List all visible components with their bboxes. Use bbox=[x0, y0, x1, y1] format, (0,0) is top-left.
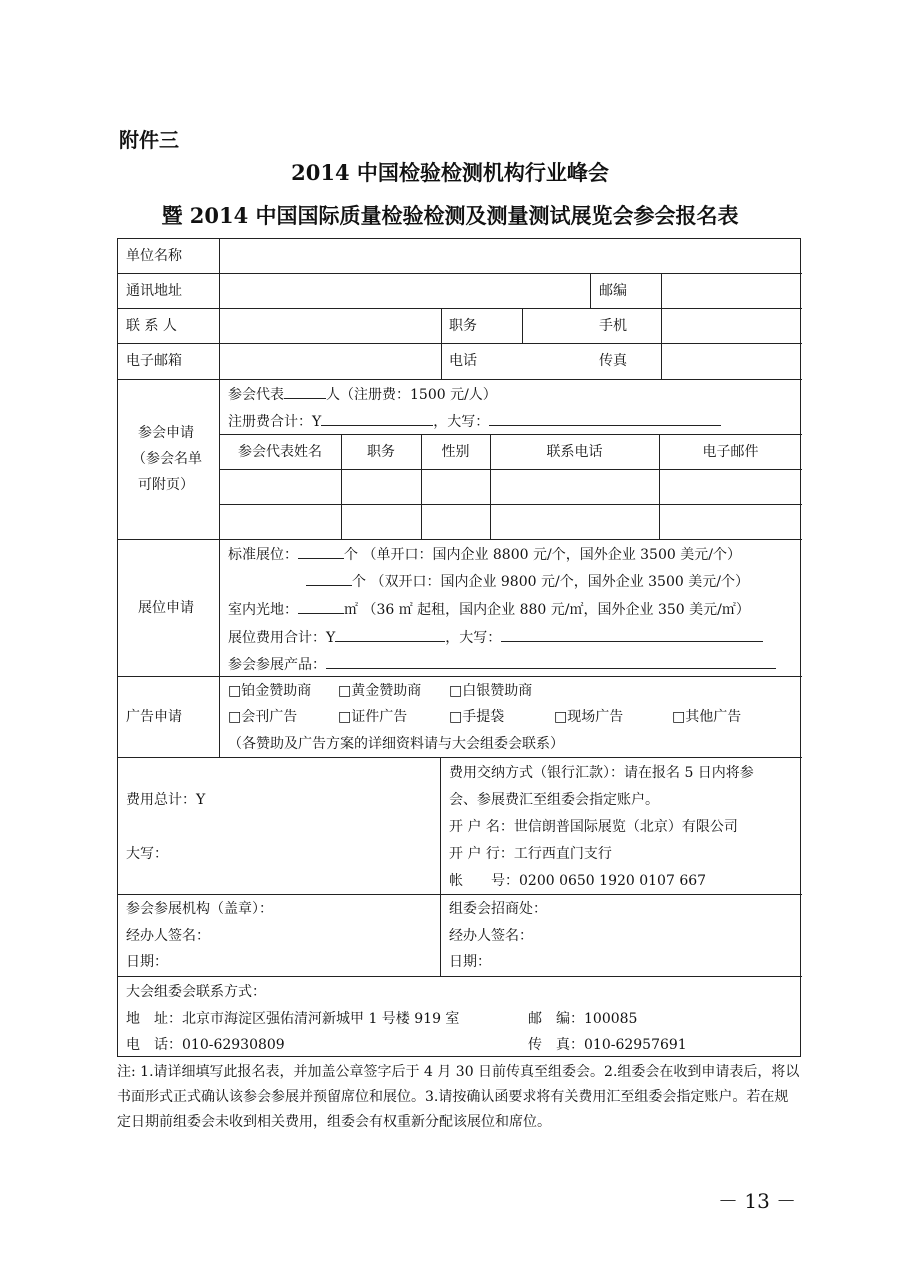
sig-org-handler: 经办人签名： bbox=[126, 928, 210, 944]
sig-committee-date: 日期： bbox=[449, 954, 491, 970]
attend-fee-line: 注册费合计：Y ，大写： bbox=[228, 411, 721, 431]
position-label: 职务 bbox=[449, 318, 477, 334]
payment-bank: 开 户 行：工行西直门支行 bbox=[449, 846, 612, 862]
booth-fee-line: 展位费用合计：Y ，大写： bbox=[228, 627, 763, 647]
postcode-label: 邮编 bbox=[599, 283, 627, 299]
booth-products-line: 参会参展产品： bbox=[228, 654, 776, 674]
payment-account-no: 帐 号：0200 0650 1920 0107 667 bbox=[449, 873, 707, 889]
booth-standard-single: 标准展位： 个 （单开口：国内企业 8800 元/个，国外企业 3500 美元/个） bbox=[228, 544, 741, 564]
ads-option-silver[interactable]: □白银赞助商 bbox=[449, 683, 533, 699]
attachment-label: 附件三 bbox=[119, 128, 179, 152]
ads-option-bag[interactable]: □手提袋 bbox=[449, 709, 505, 725]
phone-label: 电话 bbox=[449, 353, 477, 369]
sig-org-seal: 参会参展机构（盖章）： bbox=[126, 901, 273, 917]
contact-title: 大会组委会联系方式： bbox=[126, 984, 266, 1000]
contact-postcode: 邮 编：100085 bbox=[528, 1011, 638, 1027]
ads-option-other[interactable]: □其他广告 bbox=[672, 709, 742, 725]
fax-label: 传真 bbox=[599, 353, 627, 369]
col-phone: 联系电话 bbox=[546, 444, 603, 460]
payment-capital: 大写： bbox=[126, 846, 168, 862]
attend-label: 参会申请 bbox=[138, 425, 194, 441]
contact-address: 地 址：北京市海淀区强佑清河新城甲 1 号楼 919 室 bbox=[126, 1011, 460, 1027]
booth-indoor: 室内光地： ㎡ （36 ㎡ 起租，国内企业 880 元/㎡，国外企业 350 美元/㎡） bbox=[228, 599, 750, 619]
ads-option-badge[interactable]: □证件广告 bbox=[338, 709, 408, 725]
contact-fax: 传 真：010-62957691 bbox=[528, 1037, 687, 1053]
booth-standard-double: 个 （双开口：国内企业 9800 元/个，国外企业 3500 美元/个） bbox=[306, 571, 749, 591]
sig-committee-handler: 经办人签名： bbox=[449, 928, 533, 944]
attend-label-note: （参会名单 bbox=[132, 451, 202, 467]
form-title-line1: 2014 中国检验检测机构行业峰会 bbox=[291, 160, 609, 185]
ads-note: （各赞助及广告方案的详细资料请与大会组委会联系） bbox=[228, 736, 564, 752]
address-label: 通讯地址 bbox=[126, 283, 182, 299]
sig-org-date: 日期： bbox=[126, 954, 168, 970]
ads-option-gold[interactable]: □黄金赞助商 bbox=[338, 683, 422, 699]
payment-account-name: 开 户 名：世信朗普国际展览（北京）有限公司 bbox=[449, 819, 738, 835]
booth-label: 展位申请 bbox=[138, 600, 194, 616]
contact-phone: 电 话：010-62930809 bbox=[126, 1037, 285, 1053]
mobile-label: 手机 bbox=[599, 318, 627, 334]
attend-rep-line: 参会代表 人（注册费：1500 元/人） bbox=[228, 384, 497, 404]
sig-committee: 组委会招商处： bbox=[449, 901, 547, 917]
ads-option-platinum[interactable]: □铂金赞助商 bbox=[228, 683, 312, 699]
email-label: 电子邮箱 bbox=[126, 353, 182, 369]
unit-name-label: 单位名称 bbox=[126, 248, 182, 264]
ads-label: 广告申请 bbox=[126, 709, 182, 725]
ads-option-onsite[interactable]: □现场广告 bbox=[554, 709, 624, 725]
payment-total: 费用总计：Y bbox=[126, 792, 206, 808]
page-number: － 13 － bbox=[718, 1189, 797, 1213]
col-rep-name: 参会代表姓名 bbox=[238, 444, 322, 460]
form-notes: 注: 1.请详细填写此报名表，并加盖公章签字后于 4 月 30 日前传真至组委会。2.组委会在收到申请表后，将以书面形式正式确认该参会参展并预留席位和展位。3.请按确认函要求将有关费用汇至组委会指定账户。若在规定日期前组委会未收到相关费用，组委会有权重新分配该展位和席位。 bbox=[117, 1064, 800, 1130]
payment-method-2: 会、参展费汇至组委会指定账户。 bbox=[449, 792, 659, 808]
ads-option-catalog[interactable]: □会刊广告 bbox=[228, 709, 298, 725]
registration-form bbox=[117, 238, 801, 1057]
col-email: 电子邮件 bbox=[702, 444, 759, 460]
col-position: 职务 bbox=[367, 444, 395, 460]
col-gender: 性别 bbox=[441, 444, 470, 460]
form-title-line2: 暨 2014 中国国际质量检验检测及测量测试展览会参会报名表 bbox=[161, 203, 739, 228]
attend-label-note2: 可附页） bbox=[138, 477, 194, 493]
payment-method-1: 费用交纳方式（银行汇款）：请在报名 5 日内将参 bbox=[449, 765, 754, 781]
contact-label: 联 系 人 bbox=[126, 318, 177, 334]
